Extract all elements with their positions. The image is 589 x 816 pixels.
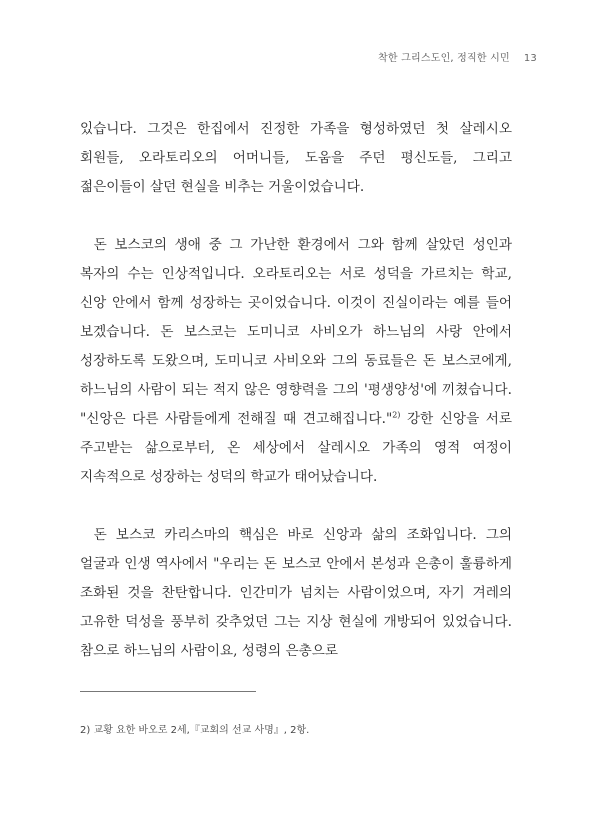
paragraph-2-text-a: 돈 보스코의 생애 중 그 가난한 환경에서 그와 함께 살았던 성인과 복자의 수는 인상적입니다. 오라토리오는 서로 성덕을 가르치는 학교, 신앙 안에서 함께 성장하는 곳이었습니다. 이것이 진실이라는 예를 들어 보겠습니다. 돈 보스코는 도미니코 사비오가 하느님의 사랑 안에서 성장하도록 도왔으며, 도미니코 사비오와 그의 동료들은 돈 보스코에게, 하느님의 사람이 되는 적지 않은 영향력을 그의 '평생양성'에 끼쳤습니다. "신앙은 다른 사람들에게 전해질 때 견고해집니다.": [80, 237, 512, 427]
paragraph-3-text: 돈 보스코 카리스마의 핵심은 바로 신앙과 삶의 조화입니다. 그의 얼굴과 인생 역사에서 "우리는 돈 보스코 안에서 본성과 은총이 훌륭하게 조화된 것을 찬탄합니다. 인간미가 넘치는 사람이었으며, 자기 겨레의 고유한 덕성을 풍부히 갖추었던 그는 지상 현실에 개방되어 있었습니다. 참으로 하느님의 사람이요, 성령의 은총으로: [80, 527, 512, 659]
paragraph-1: [80, 115, 512, 202]
paragraph-3: [80, 521, 512, 666]
footnote-divider: [80, 691, 256, 692]
footnote: 2) 교황 요한 바오로 2세,『교회의 선교 사명』, 2항.: [80, 725, 310, 736]
body-text: [80, 115, 512, 666]
footnote-ref-2: 2): [392, 410, 401, 420]
running-header: [378, 49, 537, 64]
header-title: 착한 그리스도인, 정직한 시민: [378, 53, 510, 64]
paragraph-2: [80, 231, 512, 492]
paragraph-1-text: 있습니다. 그것은 한집에서 진정한 가족을 형성하였던 첫 살레시오 회원들, 오라토리오의 어머니들, 도움을 주던 평신도들, 그리고 젊은이들이 살던 현실을 비추는 거울이었습니다.: [80, 121, 512, 195]
page-number: 13: [523, 53, 537, 64]
paragraph-2-text-b: 강한 신앙을 서로 주고받는 삶으로부터, 온 세상에서 살레시오 가족의 영적 여정이 지속적으로 성장하는 성덕의 학교가 태어났습니다.: [80, 411, 513, 485]
paragraph-spacer: [80, 202, 512, 231]
paragraph-spacer: [80, 492, 512, 521]
